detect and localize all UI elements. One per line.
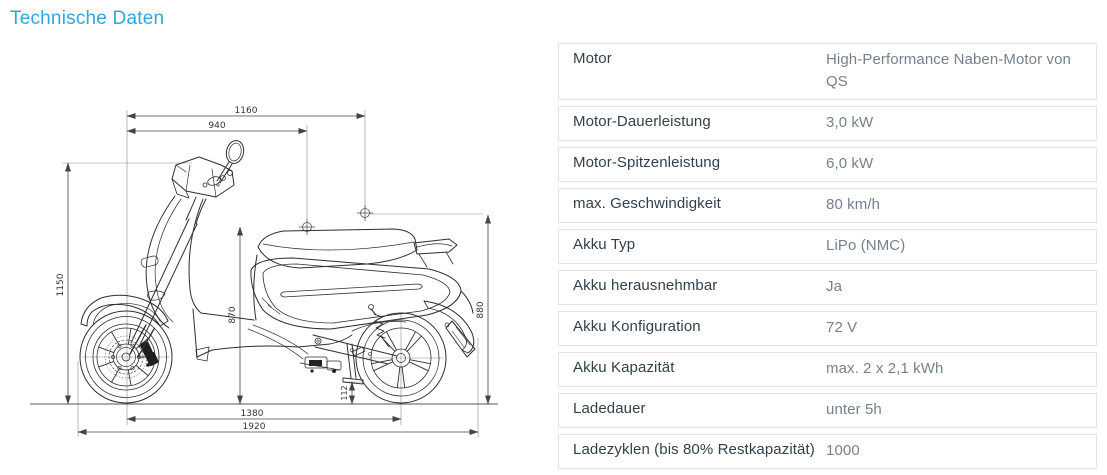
spec-table-row xyxy=(558,43,1097,100)
dim-880: 880 xyxy=(476,301,486,319)
spec-value: 6,0 kW xyxy=(826,155,874,172)
side-body-panel xyxy=(251,258,461,329)
spec-value: High-Performance Naben-Motor von QS xyxy=(826,51,1071,90)
dim-870: 870 xyxy=(228,306,238,324)
dim-1160: 1160 xyxy=(234,106,258,116)
dimension-labels xyxy=(56,106,486,432)
spec-table-row xyxy=(558,434,1097,469)
dim-1150: 1150 xyxy=(56,273,66,297)
dim-1380: 1380 xyxy=(240,409,264,419)
spec-value: 1000 xyxy=(826,442,860,459)
spec-table-row xyxy=(558,311,1097,346)
spec-label: Akku Typ xyxy=(573,236,636,253)
leg-shield xyxy=(140,196,203,328)
spec-value: Ja xyxy=(826,278,843,295)
spec-table-row xyxy=(558,106,1097,141)
spec-value: 80 km/h xyxy=(826,196,881,213)
rear-shock xyxy=(369,305,390,348)
spec-table-row xyxy=(558,188,1097,223)
spec-table-row xyxy=(558,229,1097,264)
dim-112: 112 xyxy=(340,385,349,401)
spec-label: Ladedauer xyxy=(573,400,646,417)
rear-fender xyxy=(352,291,475,357)
scooter-outline xyxy=(80,139,475,403)
spec-label: Akku herausnehmbar xyxy=(573,277,718,294)
spec-value: LiPo (NMC) xyxy=(826,237,906,254)
spec-label: Motor-Spitzenleistung xyxy=(573,154,721,171)
spec-table-row xyxy=(558,393,1097,428)
scooter-blueprint-svg xyxy=(0,95,540,438)
spec-label: Akku Konfiguration xyxy=(573,318,701,335)
page-title: Technische Daten xyxy=(10,8,165,29)
spec-value: 72 V xyxy=(826,319,858,336)
spec-value: 3,0 kW xyxy=(826,114,874,131)
seat xyxy=(258,229,417,268)
spec-value: max. 2 x 2,1 kWh xyxy=(826,360,944,377)
scooter-technical-drawing xyxy=(0,95,540,438)
spec-label: max. Geschwindigkeit xyxy=(573,195,721,212)
spec-table xyxy=(558,43,1097,475)
spec-table-row xyxy=(558,147,1097,182)
handlebar-cowl xyxy=(172,139,246,198)
spec-label: Motor-Dauerleistung xyxy=(573,113,711,130)
spec-label: Akku Kapazität xyxy=(573,359,675,376)
spec-value: unter 5h xyxy=(826,401,882,418)
spec-label: Ladezyklen (bis 80% Restkapazität) xyxy=(573,441,815,458)
dim-940: 940 xyxy=(208,121,226,131)
motor-controller xyxy=(300,357,341,373)
spec-table-row xyxy=(558,352,1097,387)
center-stand xyxy=(343,344,365,384)
front-fork xyxy=(130,219,197,357)
rear-rack xyxy=(414,239,457,267)
swingarm xyxy=(313,335,397,364)
spec-table-row xyxy=(558,270,1097,305)
dim-1920: 1920 xyxy=(242,422,266,432)
spec-label: Motor xyxy=(573,50,612,67)
